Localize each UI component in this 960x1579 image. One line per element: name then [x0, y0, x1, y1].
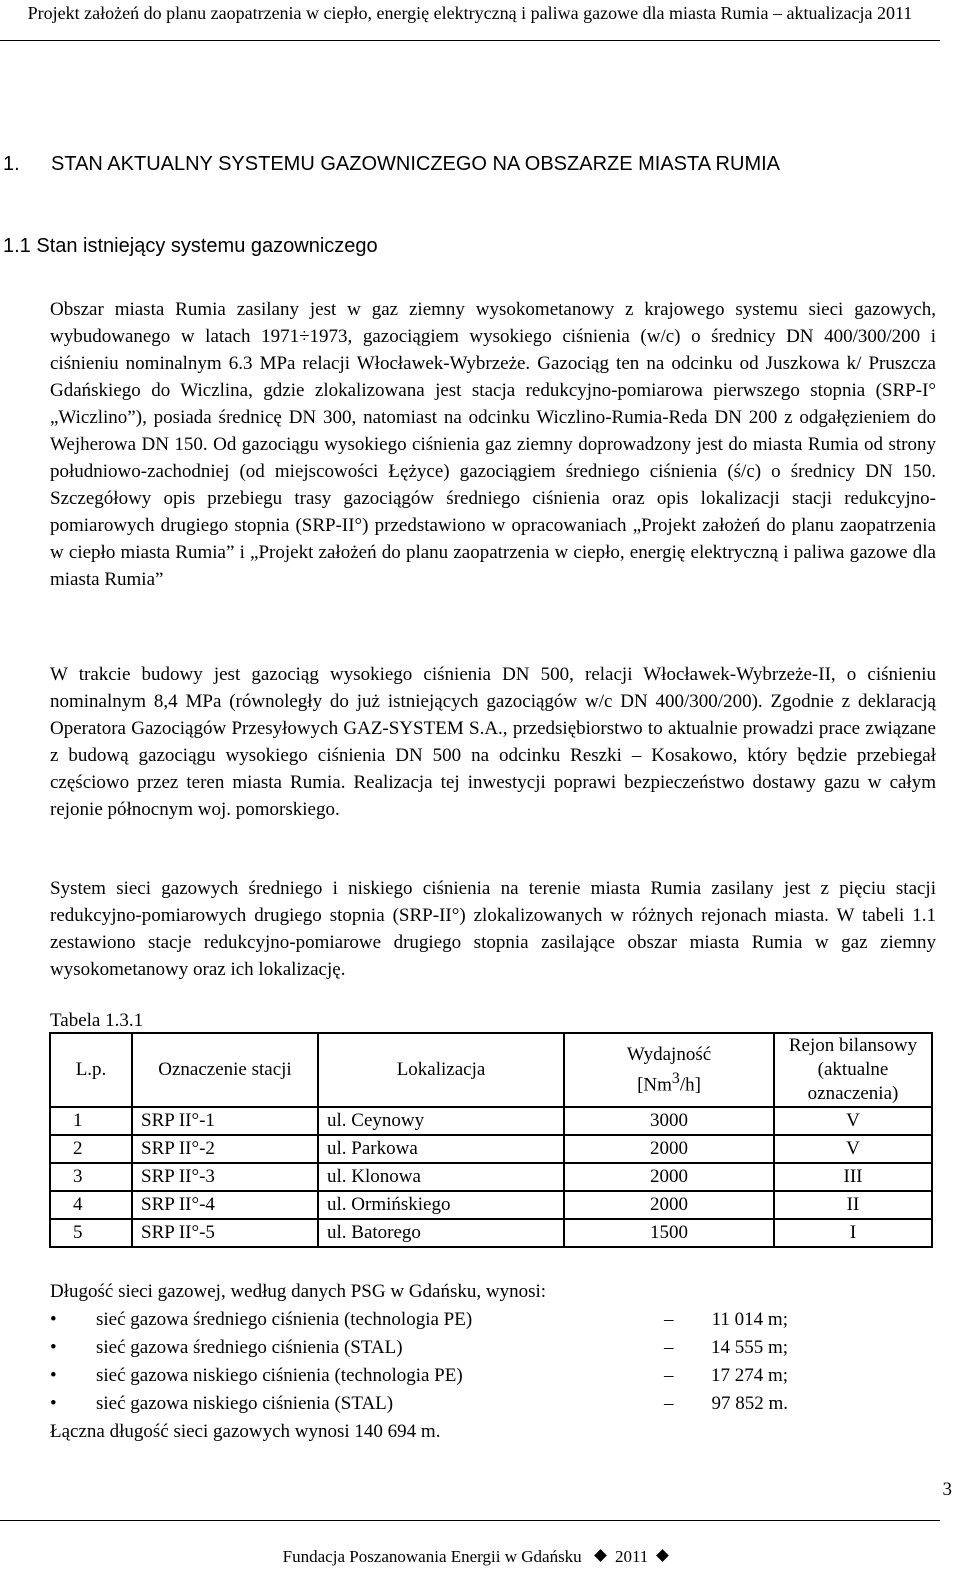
cell-capacity: 2000 — [564, 1191, 774, 1219]
network-length-list — [50, 1306, 810, 1418]
cell-capacity: 1500 — [564, 1219, 774, 1247]
header-location: Lokalizacja — [318, 1033, 564, 1107]
header-title: Projekt założeń do planu zaopatrzenia w ciepło, energię elektryczną i paliwa gazowe dla miasta Rumia – aktualizacja 2011 — [27, 3, 913, 23]
bullet-icon: • — [50, 1393, 57, 1414]
item-value: 97 852 m. — [711, 1393, 788, 1414]
table-row — [50, 1163, 932, 1191]
cell-location: ul. Parkowa — [318, 1135, 564, 1163]
footer-year: 2011 — [614, 1547, 649, 1566]
table-caption: Tabela 1.3.1 — [50, 1010, 144, 1031]
paragraph-new-pipeline: W trakcie budowy jest gazociąg wysokiego ciśnienia DN 500, relacji Włocławek-Wybrzeże-II, o ciśnieniu nominalnym 8,4 MPa (równoległy do już istniejących gazociągów w/c DN 400/300/200). Zgodnie z deklaracją Operatora Gazociągów Przesyłowych GAZ-SYSTEM S.A., przedsiębiorstwo to aktualnie prowadzi prace związane z budową gazociągu wysokiego ciśnienia DN 500 na odcinku Reszki – Kosakowo, który będzie przebiegał częściowo przez teren miasta Rumia. Realizacja tej inwestycji poprawi bezpieczeństwo dostawy gazu w całym rejonie północnym woj. pomorskiego. — [50, 664, 936, 820]
header-region-line1: Rejon bilansowy — [788, 1035, 918, 1056]
diamond-icon — [656, 1549, 669, 1562]
page-footer — [0, 1546, 960, 1568]
cell-station: SRP II°-3 — [132, 1163, 318, 1191]
network-length-total: Łączna długość sieci gazowych wynosi 140 694 m. — [50, 1421, 441, 1442]
cell-location: ul. Klonowa — [318, 1163, 564, 1191]
header-capacity-unit-sup: 3 — [671, 1069, 680, 1087]
item-label: sieć gazowa średniego ciśnienia (technologia PE) — [96, 1309, 473, 1330]
table-row — [50, 1107, 932, 1135]
item-label: sieć gazowa średniego ciśnienia (STAL) — [96, 1337, 403, 1358]
item-value: 11 014 m; — [711, 1309, 788, 1330]
cell-capacity: 2000 — [564, 1135, 774, 1163]
table-row — [50, 1135, 932, 1163]
section-number: 1. — [3, 153, 20, 175]
header-capacity-label: Wydajność — [626, 1043, 712, 1065]
cell-capacity: 2000 — [564, 1163, 774, 1191]
footer-divider — [0, 1520, 940, 1521]
footer-organization: Fundacja Poszanowania Energii w Gdańsku — [282, 1547, 582, 1566]
cell-station: SRP II°-2 — [132, 1135, 318, 1163]
list-item — [50, 1390, 810, 1418]
bullet-icon: • — [50, 1365, 57, 1386]
table-header-row — [50, 1033, 932, 1107]
network-length-intro: Długość sieci gazowej, według danych PSG w Gdańsku, wynosi: — [50, 1281, 547, 1302]
header-capacity-unit-prefix: [Nm — [637, 1074, 672, 1096]
paragraph-gas-supply: Obszar miasta Rumia zasilany jest w gaz ziemny wysokometanowy z krajowego systemu sieci gazowych, wybudowanego w latach 1971÷1973, gazociągiem wysokiego ciśnienia (w/c) o średnicy DN 400/300/200 i ciśnieniu nominalnym 6.3 MPa relacji Włocławek-Wybrzeże. Gazociąg ten na odcinku od Juszkowa k/ Pruszcza Gdańskiego do Wiczlina, gdzie zlokalizowana jest stacja redukcyjno-pomiarowa pierwszego stopnia (SRP-I° „Wiczlino”), posiada średnicę DN 300, natomiast na odcinku Wiczlino-Rumia-Reda DN 200 z odgałęzieniem do Wejherowa DN 150. Od gazociągu wysokiego ciśnienia gaz ziemny doprowadzony jest do miasta Rumia od strony południowo-zachodniej (od miejscowości Łężyce) gazociągiem średniego ciśnienia (ś/c) o średnicy DN 150. Szczegółowy opis przebiegu trasy gazociągów średniego ciśnienia oraz opis lokalizacji stacji redukcyjno-pomiarowych drugiego stopnia (SRP-II°) przedstawiono w opracowaniach „Projekt założeń do planu zaopatrzenia w ciepło miasta Rumia” i „Projekt założeń do planu zaopatrzenia w ciepło, energię elektryczną i paliwa gazowe dla miasta Rumia” — [50, 299, 936, 590]
item-dash: – — [664, 1309, 674, 1330]
cell-location: ul. Ceynowy — [318, 1107, 564, 1135]
cell-lp: 2 — [50, 1135, 132, 1163]
page-header — [0, 0, 940, 26]
cell-region: I — [774, 1219, 932, 1247]
section-heading — [3, 150, 780, 178]
cell-station: SRP II°-1 — [132, 1107, 318, 1135]
item-dash: – — [664, 1393, 674, 1414]
diamond-icon — [594, 1549, 607, 1562]
cell-capacity: 3000 — [564, 1107, 774, 1135]
cell-region: III — [774, 1163, 932, 1191]
cell-location: ul. Batorego — [318, 1219, 564, 1247]
item-value: 14 555 m; — [710, 1337, 788, 1358]
bullet-icon: • — [50, 1309, 57, 1330]
header-region — [774, 1033, 932, 1107]
section-title: STAN AKTUALNY SYSTEMU GAZOWNICZEGO NA OBSZARZE MIASTA RUMIA — [51, 153, 780, 175]
item-label: sieć gazowa niskiego ciśnienia (technologia PE) — [96, 1365, 463, 1386]
header-divider — [0, 40, 940, 41]
item-label: sieć gazowa niskiego ciśnienia (STAL) — [96, 1393, 394, 1414]
cell-lp: 3 — [50, 1163, 132, 1191]
cell-lp: 4 — [50, 1191, 132, 1219]
item-value: 17 274 m; — [710, 1365, 788, 1386]
list-item — [50, 1362, 810, 1390]
cell-region: II — [774, 1191, 932, 1219]
cell-location: ul. Ormińskiego — [318, 1191, 564, 1219]
table-row — [50, 1191, 932, 1219]
subsection-heading: 1.1 Stan istniejący systemu gazowniczego — [3, 235, 378, 257]
bullet-icon: • — [50, 1337, 57, 1358]
list-item — [50, 1306, 810, 1334]
stations-table — [49, 1032, 933, 1248]
header-capacity — [564, 1033, 774, 1107]
cell-lp: 1 — [50, 1107, 132, 1135]
header-lp: L.p. — [50, 1033, 132, 1107]
page-number: 3 — [942, 1479, 952, 1500]
item-dash: – — [664, 1337, 674, 1358]
table-row — [50, 1219, 932, 1247]
list-item — [50, 1334, 810, 1362]
cell-region: V — [774, 1135, 932, 1163]
cell-station: SRP II°-5 — [132, 1219, 318, 1247]
header-capacity-unit-suffix: /h] — [679, 1074, 701, 1096]
cell-station: SRP II°-4 — [132, 1191, 318, 1219]
item-dash: – — [664, 1365, 674, 1386]
cell-region: V — [774, 1107, 932, 1135]
header-region-line2: (aktualne oznaczenia) — [807, 1059, 899, 1104]
header-station: Oznaczenie stacji — [132, 1033, 318, 1107]
paragraph-reduction-stations: System sieci gazowych średniego i niskiego ciśnienia na terenie miasta Rumia zasilany jest z pięciu stacji redukcyjno-pomiarowych drugiego stopnia (SRP-II°) zlokalizowanych w różnych rejonach miasta. W tabeli 1.1 zestawiono stacje redukcyjno-pomiarowe drugiego stopnia zasilające obszar miasta Rumia w gaz ziemny wysokometanowy oraz ich lokalizację. — [50, 878, 936, 980]
cell-lp: 5 — [50, 1219, 132, 1247]
